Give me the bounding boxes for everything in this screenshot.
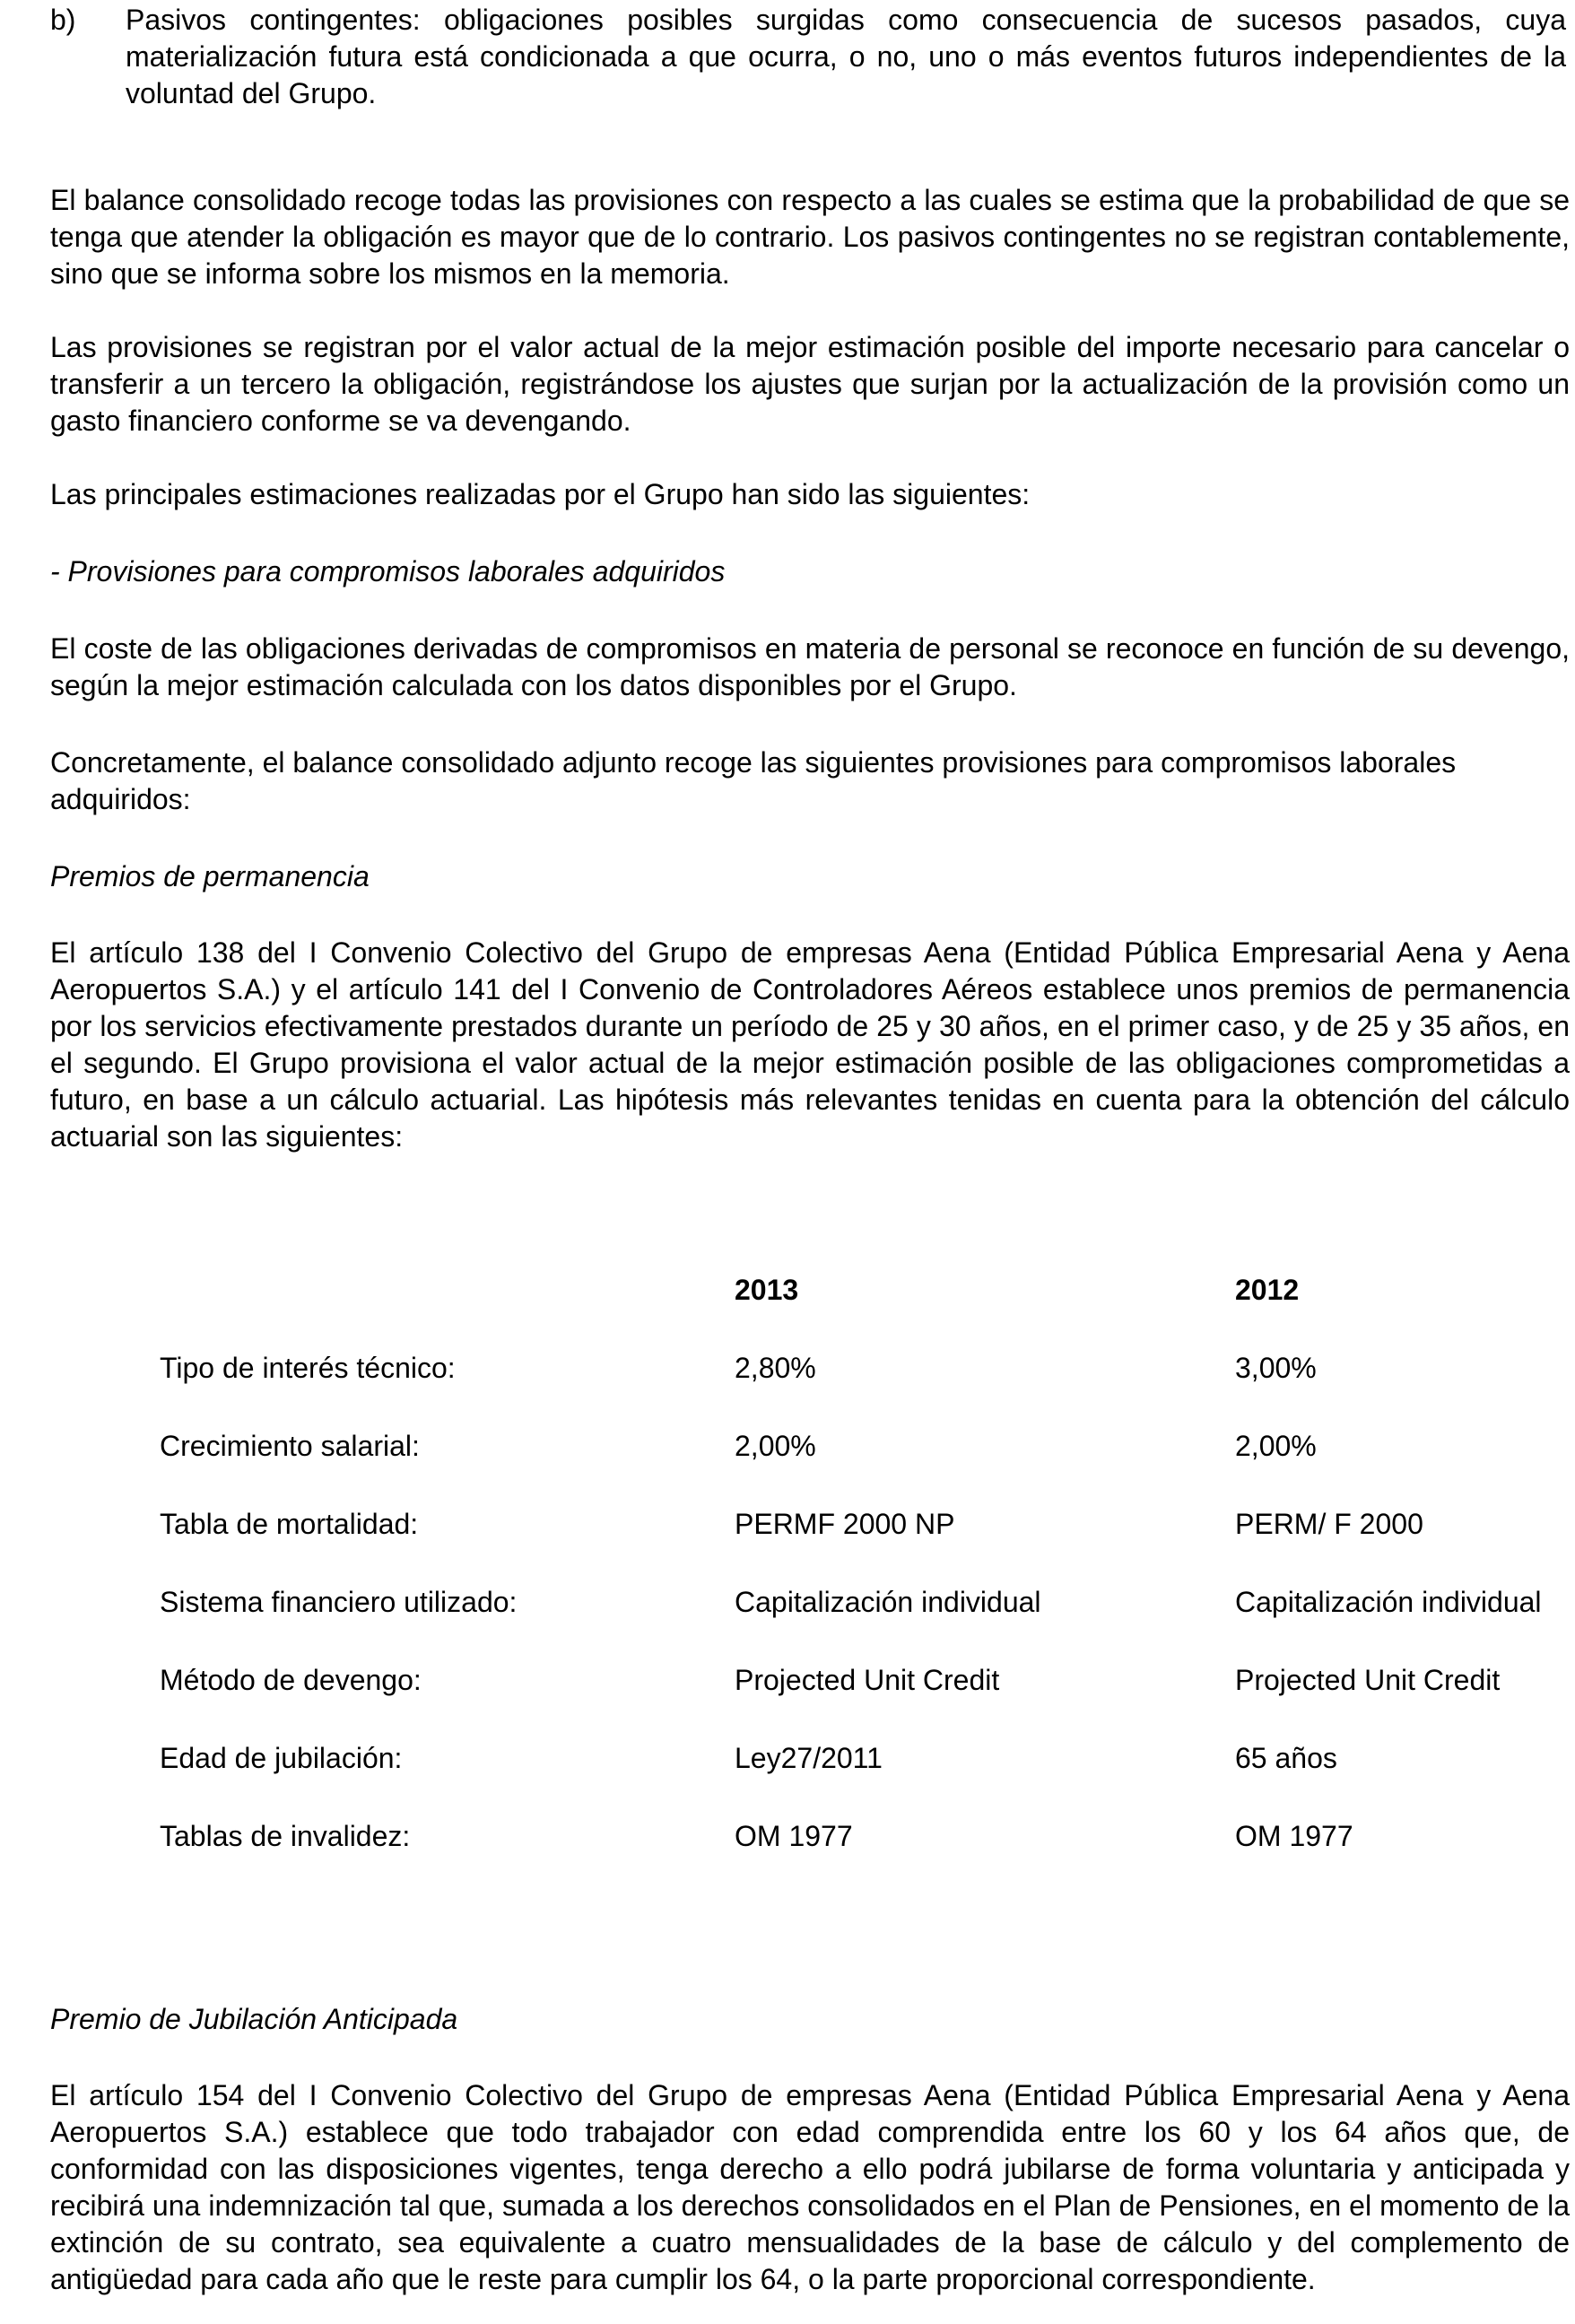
value-2013: 2,80%	[735, 1352, 816, 1384]
table-row	[160, 1662, 1575, 1740]
value-2013: 2,00%	[735, 1430, 816, 1462]
row-label: Tipo de interés técnico:	[160, 1352, 456, 1384]
value-2013: PERMF 2000 NP	[735, 1508, 955, 1540]
table-row	[160, 1350, 1575, 1428]
heading-provisiones-laborales: - Provisiones para compromisos laborales adquiridos	[50, 555, 726, 588]
value-2013: OM 1977	[735, 1820, 853, 1852]
row-label: Sistema financiero utilizado:	[160, 1586, 518, 1618]
paragraph-coste-obligaciones: El coste de las obligaciones derivadas de compromisos en materia de personal se reconoce en función de su devengo, según la mejor estimación calculada con los datos disponibles por el Grupo.	[50, 632, 1570, 701]
value-2012: OM 1977	[1235, 1820, 1353, 1852]
row-label: Método de devengo:	[160, 1664, 422, 1696]
value-2013: Ley27/2011	[735, 1742, 883, 1774]
value-2012: Projected Unit Credit	[1235, 1664, 1501, 1696]
paragraph-registro-provisiones: Las provisiones se registran por el valor actual de la mejor estimación posible del importe necesario para cancelar o transferir a un tercero la obligación, registrándose los ajustes que surjan por la actualización de la provisión como un gasto financiero conforme se va devengando.	[50, 331, 1570, 437]
value-2012: 65 años	[1235, 1742, 1337, 1774]
row-label: Tablas de invalidez:	[160, 1820, 411, 1852]
table-header-row	[160, 1272, 1575, 1350]
table-row	[160, 1818, 1575, 1896]
hypotheses-table	[160, 1272, 1575, 1896]
row-label: Crecimiento salarial:	[160, 1430, 420, 1462]
paragraph-provisiones-balance: El balance consolidado recoge todas las provisiones con respecto a las cuales se estima que la probabilidad de que se tenga que atender la obligación es mayor que de lo contrario. Los pasivos contingentes no se registran contablemente, sino que se informa sobre los mismos en la memoria.	[50, 184, 1570, 290]
value-2012: 3,00%	[1235, 1352, 1317, 1384]
heading-premio-jubilacion: Premio de Jubilación Anticipada	[50, 2003, 458, 2035]
list-item-text: Pasivos contingentes: obligaciones posibles surgidas como consecuencia de sucesos pasados, cuya materialización futura está condicionada a que ocurra, o no, uno o más eventos futuros independientes de la voluntad del Grupo.	[126, 4, 1566, 109]
list-marker: b)	[50, 4, 76, 36]
value-2012: 2,00%	[1235, 1430, 1317, 1462]
table-row	[160, 1584, 1575, 1662]
header-2012: 2012	[1235, 1274, 1300, 1306]
value-2012: Capitalización individual	[1235, 1586, 1542, 1618]
paragraph-articulo-138: El artículo 138 del I Convenio Colectivo del Grupo de empresas Aena (Entidad Pública Empresarial Aena y Aena Aeropuertos S.A.) y el artículo 141 del I Convenio de Controladores Aéreos establece unos premios de permanencia por los servicios efectivamente prestados durante un período de 25 y 30 años, en el primer caso, y de 25 y 35 años, en el segundo. El Grupo provisiona el valor actual de la mejor estimación posible de las obligaciones comprometidas a futuro, en base a un cálculo actuarial. Las hipótesis más relevantes tenidas en cuenta para la obtención del cálculo actuarial son las siguientes:	[50, 936, 1570, 1153]
paragraph-principales-estimaciones: Las principales estimaciones realizadas por el Grupo han sido las siguientes:	[50, 478, 1031, 510]
value-2012: PERM/ F 2000	[1235, 1508, 1423, 1540]
table-row	[160, 1740, 1575, 1818]
paragraph-articulo-154: El artículo 154 del I Convenio Colectivo del Grupo de empresas Aena (Entidad Pública Empresarial Aena y Aena Aeropuertos S.A.) establece que todo trabajador con edad comprendida entre los 60 y los 64 años que, de conformidad con las disposiciones vigentes, tenga derecho a ello podrá jubilarse de forma voluntaria y anticipada y recibirá una indemnización tal que, sumada a los derechos consolidados en el Plan de Pensiones, en el momento de la extinción de su contrato, sea equivalente a cuatro mensualidades de la base de cálculo y del complemento de antigüedad para cada año que le reste para cumplir los 64, o la parte proporcional correspondiente.	[50, 2079, 1570, 2295]
heading-premios-permanencia: Premios de permanencia	[50, 860, 370, 892]
value-2013: Capitalización individual	[735, 1586, 1041, 1618]
row-label: Edad de jubilación:	[160, 1742, 403, 1774]
header-2013: 2013	[735, 1274, 799, 1306]
paragraph-concretamente: Concretamente, el balance consolidado adjunto recoge las siguientes provisiones para compromisos laborales adquiridos:	[50, 746, 1457, 815]
row-label: Tabla de mortalidad:	[160, 1508, 419, 1540]
table-row	[160, 1506, 1575, 1584]
value-2013: Projected Unit Credit	[735, 1664, 1000, 1696]
table-row	[160, 1428, 1575, 1506]
